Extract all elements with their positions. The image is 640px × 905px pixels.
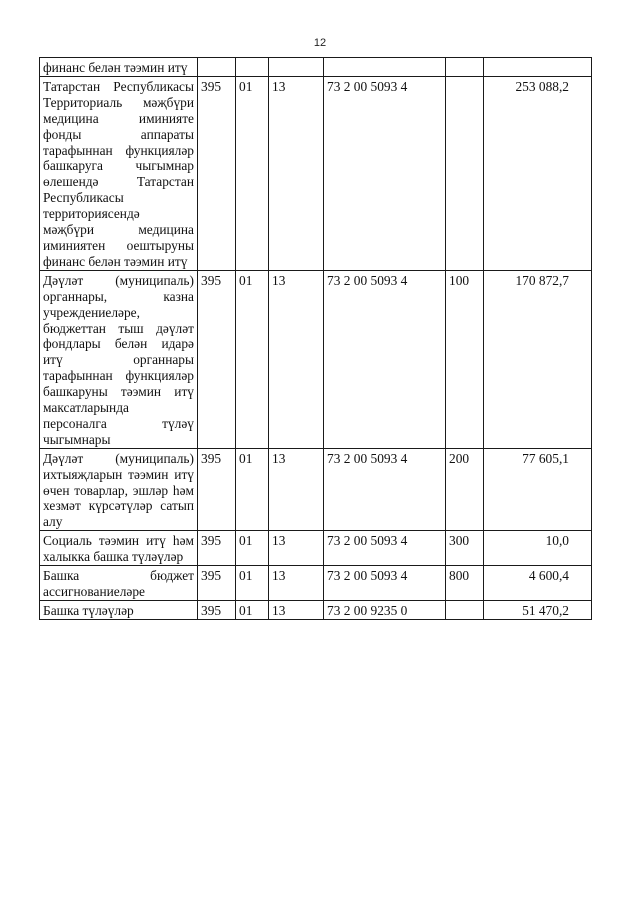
table-row: [40, 270, 592, 448]
expense-type-cell: 100: [446, 270, 484, 448]
target-article-cell: 73 2 00 9235 0: [324, 600, 446, 619]
amount-cell: 10,0: [484, 531, 592, 566]
page-number: 12: [313, 37, 327, 49]
expense-type-cell: [446, 600, 484, 619]
expense-name-cell: финанс белән тәэмин итү: [40, 58, 198, 77]
target-article-cell: 73 2 00 5093 4: [324, 270, 446, 448]
amount-cell: 77 605,1: [484, 448, 592, 531]
expense-name-cell: Башка түләүләр: [40, 600, 198, 619]
budget-table: [39, 57, 592, 620]
section-code-cell: 01: [236, 531, 269, 566]
subsection-code-cell: 13: [269, 270, 324, 448]
expense-name-cell: Башка бюджет ассигнованиеләре: [40, 566, 198, 601]
subsection-code-cell: 13: [269, 566, 324, 601]
target-article-cell: 73 2 00 5093 4: [324, 531, 446, 566]
section-code-cell: [236, 58, 269, 77]
subsection-code-cell: 13: [269, 76, 324, 270]
table-row: [40, 566, 592, 601]
table-row: [40, 448, 592, 531]
ministry-code-cell: [198, 58, 236, 77]
amount-cell: 4 600,4: [484, 566, 592, 601]
ministry-code-cell: 395: [198, 531, 236, 566]
subsection-code-cell: 13: [269, 448, 324, 531]
subsection-code-cell: 13: [269, 531, 324, 566]
expense-name-cell: Татарстан Республикасы Территориаль мәҗбүри медицина иминияте фонды аппараты тарафыннан функцияләр башкаруга чыгымнар өлешендә Татарстан Республикасы территориясендә мәҗбүри медицина иминиятен оештыруны финанс белән тәэмин итү: [40, 76, 198, 270]
amount-cell: 253 088,2: [484, 76, 592, 270]
amount-cell: 51 470,2: [484, 600, 592, 619]
table-row: [40, 58, 592, 77]
ministry-code-cell: 395: [198, 600, 236, 619]
section-code-cell: 01: [236, 566, 269, 601]
subsection-code-cell: [269, 58, 324, 77]
target-article-cell: 73 2 00 5093 4: [324, 76, 446, 270]
expense-type-cell: 300: [446, 531, 484, 566]
ministry-code-cell: 395: [198, 566, 236, 601]
expense-type-cell: [446, 76, 484, 270]
section-code-cell: 01: [236, 270, 269, 448]
target-article-cell: 73 2 00 5093 4: [324, 566, 446, 601]
table-row: [40, 600, 592, 619]
ministry-code-cell: 395: [198, 448, 236, 531]
ministry-code-cell: 395: [198, 76, 236, 270]
target-article-cell: 73 2 00 5093 4: [324, 448, 446, 531]
section-code-cell: 01: [236, 76, 269, 270]
target-article-cell: [324, 58, 446, 77]
expense-name-cell: Дәүләт (муниципаль) ихтыяҗларын тәэмин итү өчен товарлар, эшләр һәм хезмәт күрсәтүләр сатып алу: [40, 448, 198, 531]
table-row: [40, 76, 592, 270]
expense-type-cell: 800: [446, 566, 484, 601]
amount-cell: [484, 58, 592, 77]
subsection-code-cell: 13: [269, 600, 324, 619]
table-row: [40, 531, 592, 566]
section-code-cell: 01: [236, 448, 269, 531]
expense-type-cell: [446, 58, 484, 77]
section-code-cell: 01: [236, 600, 269, 619]
expense-name-cell: Социаль тәэмин итү һәм халыкка башка түләүләр: [40, 531, 198, 566]
expense-name-cell: Дәүләт (муниципаль) органнары, казна учреждениеләре, бюджеттан тыш дәүләт фондлары белән идарә итү органнары тарафыннан функцияләр башкаруны тәэмин итү максатларында персоналга түләү чыгымнары: [40, 270, 198, 448]
amount-cell: 170 872,7: [484, 270, 592, 448]
expense-type-cell: 200: [446, 448, 484, 531]
ministry-code-cell: 395: [198, 270, 236, 448]
